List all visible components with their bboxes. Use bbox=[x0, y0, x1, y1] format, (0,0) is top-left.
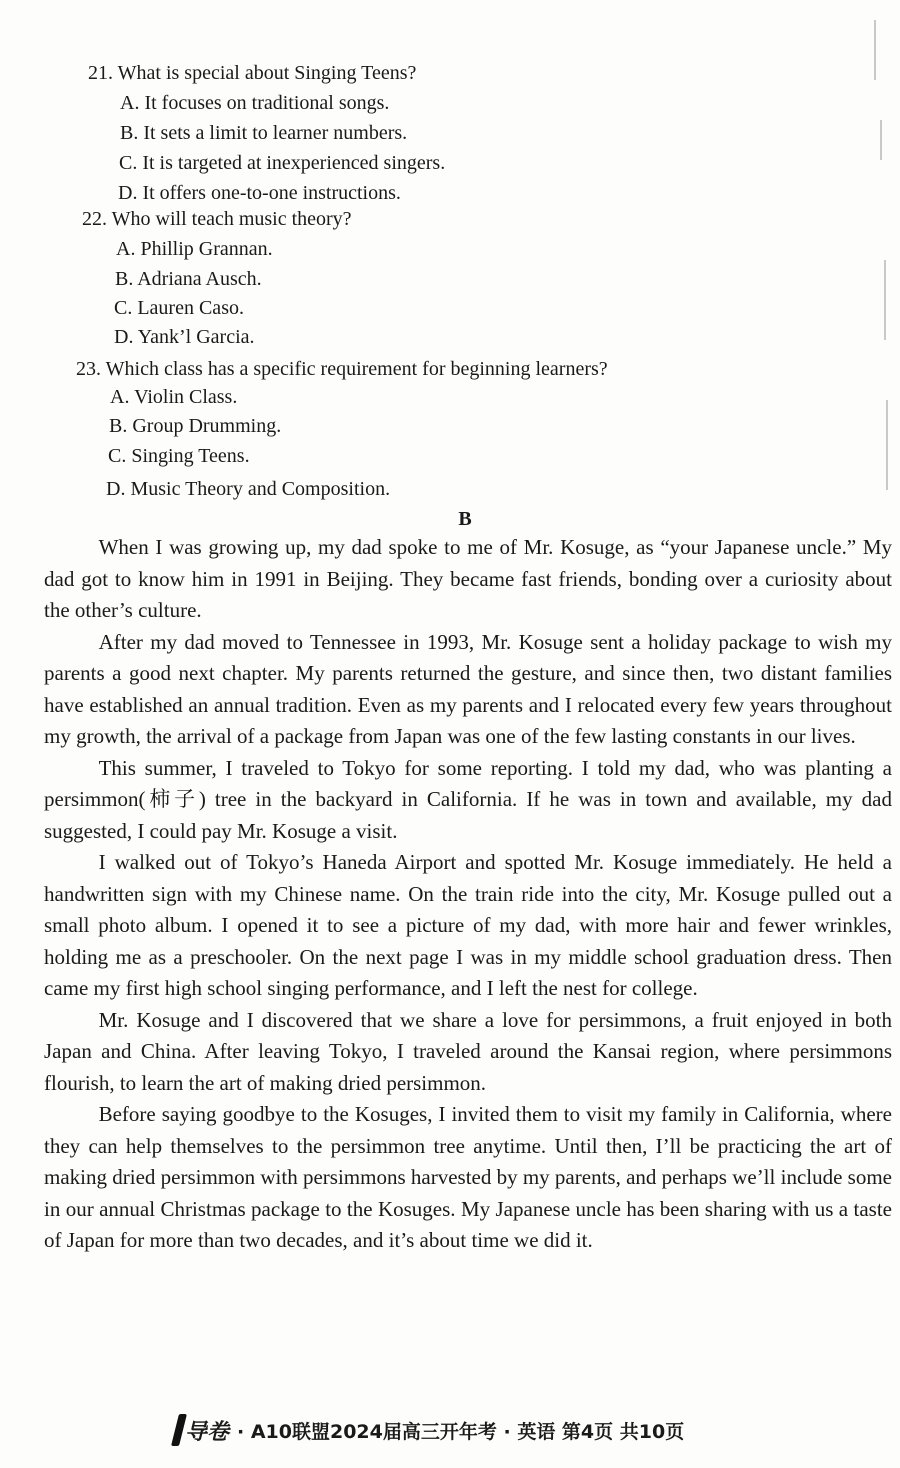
logo-text: 导卷 bbox=[185, 1418, 230, 1445]
passage-paragraph: This summer, I traveled to Tokyo for some reporting. I told my dad, who was planting a persimmon(柿子) tree in the backyard in California. If he was in town and available, my dad suggested, I could pay Mr. Kosuge a visit. bbox=[44, 755, 892, 843]
scan-edge-mark bbox=[880, 120, 882, 160]
question-23-option-a: A. Violin Class. bbox=[110, 386, 238, 408]
question-number: 23. bbox=[76, 358, 101, 380]
brand-logo bbox=[175, 1414, 229, 1446]
passage-paragraph: Before saying goodbye to the Kosuges, I invited them to visit my family in California, where they can help themselves to the persimmon tree anytime. Until then, I’ll be practicing the art of making dried persimmon with persimmons harvested by my parents, and perhaps we’ll include some in our annual Christmas package to the Kosuges. My Japanese uncle has been sharing with us a taste of Japan for more than two decades, and it’s about time we did it. bbox=[44, 1102, 892, 1252]
question-number: 21. bbox=[88, 62, 113, 84]
footer-text: · A10联盟2024届高三开年考 · 英语 第4页 共10页 bbox=[237, 1420, 685, 1443]
question-text: What is special about Singing Teens? bbox=[117, 62, 417, 84]
question-22-stem bbox=[82, 204, 352, 234]
reading-passage bbox=[44, 532, 892, 1257]
passage-paragraph: Mr. Kosuge and I discovered that we share a love for persimmons, a fruit enjoyed in both Japan and China. After leaving Tokyo, I traveled around the Kansai region, where persimmons flourish, to learn the art of making dried persimmon. bbox=[44, 1007, 892, 1095]
question-21-option-d: D. It offers one-to-one instructions. bbox=[118, 182, 401, 204]
question-22-option-c: C. Lauren Caso. bbox=[114, 297, 244, 319]
scan-edge-mark bbox=[874, 20, 876, 80]
question-23-option-c: C. Singing Teens. bbox=[108, 445, 250, 467]
question-22-option-b: B. Adriana Ausch. bbox=[115, 268, 262, 290]
page-footer bbox=[175, 1412, 684, 1448]
section-heading: B bbox=[458, 508, 472, 530]
question-text: Which class has a specific requirement for beginning learners? bbox=[105, 358, 608, 380]
question-21-option-b: B. It sets a limit to learner numbers. bbox=[120, 122, 408, 144]
question-number: 22. bbox=[82, 208, 107, 230]
scan-edge-mark bbox=[884, 260, 886, 340]
passage-paragraph: When I was growing up, my dad spoke to me of Mr. Kosuge, as “your Japanese uncle.” My dad got to know him in 1991 in Beijing. They became fast friends, bonding over a curiosity about the other’s culture. bbox=[44, 535, 892, 622]
scan-edge-mark bbox=[886, 400, 888, 490]
question-23-option-b: B. Group Drumming. bbox=[109, 415, 282, 437]
question-22-option-a: A. Phillip Grannan. bbox=[116, 238, 273, 260]
question-23-stem bbox=[76, 354, 608, 384]
question-21-option-a: A. It focuses on traditional songs. bbox=[120, 92, 390, 114]
question-22-option-d: D. Yank’l Garcia. bbox=[114, 326, 255, 348]
question-21-option-c: C. It is targeted at inexperienced singers. bbox=[119, 152, 446, 174]
passage-paragraph: I walked out of Tokyo’s Haneda Airport and spotted Mr. Kosuge immediately. He held a handwritten sign with my Chinese name. On the train ride into the city, Mr. Kosuge pulled out a small photo album. I opened it to see a picture of my dad, with more hair and fewer wrinkles, holding me as a preschooler. On the next page I was in my middle school graduation dress. Then came my first high school singing performance, and I left the nest for college. bbox=[44, 850, 892, 1000]
question-21-stem bbox=[88, 58, 416, 88]
question-23-option-d: D. Music Theory and Composition. bbox=[106, 478, 391, 500]
passage-paragraph: After my dad moved to Tennessee in 1993, Mr. Kosuge sent a holiday package to wish my parents a good next chapter. My parents returned the gesture, and since then, two distant families have established an annual tradition. Even as my parents and I relocated every few years throughout my growth, the arrival of a package from Japan was one of the few lasting constants in our lives. bbox=[44, 629, 892, 748]
question-text: Who will teach music theory? bbox=[111, 208, 352, 230]
